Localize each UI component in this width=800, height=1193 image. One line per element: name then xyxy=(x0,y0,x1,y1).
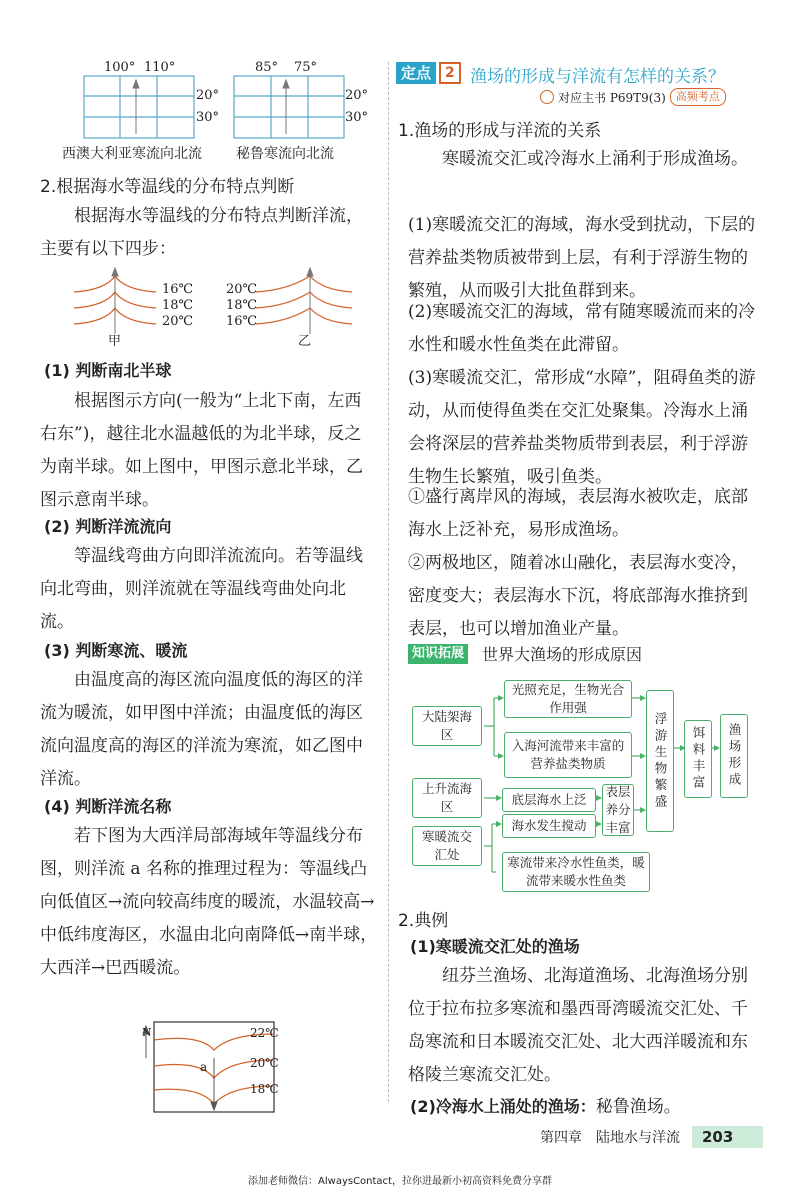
figure-caption: 秘鲁寒流向北流 xyxy=(236,146,334,162)
paragraph: 由温度高的海区流向温度低的海区的洋流为暖流，如甲图中洋流；由温度低的海区流向温度高的海区的洋流为寒流，如乙图中洋流。 xyxy=(40,670,363,789)
target-icon xyxy=(540,90,554,104)
figure-name: 乙 xyxy=(298,334,312,349)
high-frequency-tag: 高频考点 xyxy=(670,88,726,106)
node-upwelling: 上升流海区 xyxy=(412,778,482,818)
badge-number: 2 xyxy=(439,62,461,84)
iso-label: 16℃ xyxy=(162,282,194,297)
paragraph: ①盛行离岸风的海域，表层海水被吹走，底部海水上泛补充，易形成渔场。 xyxy=(408,487,748,540)
node-bottom-water: 底层海水上泛 xyxy=(502,788,596,812)
node-stirring: 海水发生搅动 xyxy=(502,814,596,838)
knowledge-extension xyxy=(408,642,642,665)
paragraph: 纽芬兰渔场、北海道渔场、北海渔场分别位于拉布拉多寒流和墨西哥湾暖流交汇处、千岛寒流和日本暖流交汇处、北大西洋暖流和东格陵兰寒流交汇处。 xyxy=(408,966,748,1085)
bottom-note: 添加老师微信：AlwaysContact，拉你进最新小初高资料免费分享群 xyxy=(248,1176,552,1187)
paragraph: 秘鲁渔场。 xyxy=(595,1097,681,1117)
extension-tag: 知识拓展 xyxy=(408,644,468,664)
paragraph: (2)寒暖流交汇的海域，常有随寒暖流而来的冷水性和暖水性鱼类在此滞留。 xyxy=(408,302,756,355)
section-title: 2.根据海水等温线的分布特点判断 xyxy=(40,177,295,197)
lat-label: 20° xyxy=(196,88,220,103)
page-footer xyxy=(540,1126,763,1148)
lat-label: 30° xyxy=(345,110,369,125)
paragraph: 根据图示方向(一般为“上北下南，左西右东”)，越往北水温越低的为北半球，反之为南半球。如上图中，甲图示意北半球，乙图示意南半球。 xyxy=(40,391,363,510)
node-fish-species: 寒流带来冷水性鱼类，暖流带来暖水性鱼类 xyxy=(502,852,650,892)
extension-title: 世界大渔场的形成原因 xyxy=(482,645,643,664)
figure-caption: 西澳大利亚寒流向北流 xyxy=(62,146,202,162)
typical-upwelling xyxy=(410,1092,681,1117)
page-number: 203 xyxy=(692,1126,763,1148)
iso-label: 16℃ xyxy=(226,314,258,329)
subsection-title: (4) 判断洋流名称 xyxy=(44,797,172,816)
lon-label: 100° xyxy=(104,60,136,75)
subsection-title: (2)冷海水上涌处的渔场： xyxy=(410,1097,596,1116)
node-fishery-formed: 渔场形成 xyxy=(720,714,748,798)
lon-label: 110° xyxy=(144,60,176,75)
node-sunlight: 光照充足，生物光合作用强 xyxy=(504,680,632,718)
fishery-diagram xyxy=(408,668,778,900)
point-badge xyxy=(396,62,461,84)
node-continental-shelf: 大陆架海区 xyxy=(412,706,482,746)
node-river-nutrients: 入海河流带来丰富的营养盐类物质 xyxy=(504,732,632,778)
section-title: 2.典例 xyxy=(398,911,449,931)
subsection-title: (1)寒暖流交汇处的渔场 xyxy=(410,937,580,956)
lon-label: 85° xyxy=(255,60,279,75)
paragraph: (3)寒暖流交汇，常形成“水障”，阻碍鱼类的游动，从而使得鱼类在交汇处聚集。冷海水上涌会将深层的营养盐类物质带到表层，利于浮游生物生长繁殖，吸引鱼类。 xyxy=(408,368,756,487)
badge-label: 定点 xyxy=(396,62,436,84)
iso-label: 22℃ xyxy=(250,1026,279,1040)
chapter-title: 第四章 陆地水与洋流 xyxy=(540,1130,680,1146)
section-title: 1.渔场的形成与洋流的关系 xyxy=(398,121,602,141)
paragraph: 根据海水等温线的分布特点判断洋流，主要有以下四步： xyxy=(40,206,363,259)
point-heading: 渔场的形成与洋流有怎样的关系？ xyxy=(470,67,725,87)
paragraph: 若下图为大西洋局部海域年等温线分布图，则洋流 a 名称的推理过程为：等温线凸向低值区→流向较高纬度的暖流，水温较高→中低纬度海区，水温由北向南降低→南半球，大西洋→巴西暖流。 xyxy=(40,826,378,978)
north-label: N xyxy=(142,1026,152,1039)
paragraph: 寒暖流交汇或冷海水上涌利于形成渔场。 xyxy=(442,149,748,169)
iso-label: 18℃ xyxy=(162,298,194,313)
iso-label: 18℃ xyxy=(250,1082,279,1096)
lon-label: 75° xyxy=(294,60,318,75)
subsection-title: (1) 判断南北半球 xyxy=(44,361,172,380)
iso-label: 20℃ xyxy=(226,282,258,297)
paragraph: 等温线弯曲方向即洋流流向。若等温线向北弯曲，则洋流就在等温线弯曲处向北流。 xyxy=(40,546,363,632)
figure-name: 甲 xyxy=(108,334,122,349)
node-warm-cold-meet: 寒暖流交汇处 xyxy=(412,826,482,866)
lat-label: 20° xyxy=(345,88,369,103)
iso-label: 20℃ xyxy=(250,1056,279,1070)
iso-label: 18℃ xyxy=(226,298,258,313)
subsection-title: (3) 判断寒流、暖流 xyxy=(44,641,188,660)
paragraph: ②两极地区，随着冰山融化，表层海水变冷，密度变大；表层海水下沉，将底部海水推挤到表层，也可以增加渔业产量。 xyxy=(408,553,748,639)
column-divider xyxy=(388,62,389,1102)
paragraph: (1)寒暖流交汇的海域，海水受到扰动，下层的营养盐类物质被带到上层，有利于浮游生物的繁殖，从而吸引大批鱼群到来。 xyxy=(408,215,756,301)
reference-line xyxy=(540,88,726,106)
current-label: a xyxy=(200,1060,208,1074)
node-plankton: 浮游生物繁盛 xyxy=(646,690,674,832)
node-food-rich: 饵料丰富 xyxy=(684,720,712,798)
lat-label: 30° xyxy=(196,110,220,125)
reference-text: 对应主书 P69T9(3) xyxy=(558,90,666,105)
iso-label: 20℃ xyxy=(162,314,194,329)
node-surface-nutrients: 表层养分丰富 xyxy=(602,784,634,836)
subsection-title: (2) 判断洋流流向 xyxy=(44,517,172,536)
